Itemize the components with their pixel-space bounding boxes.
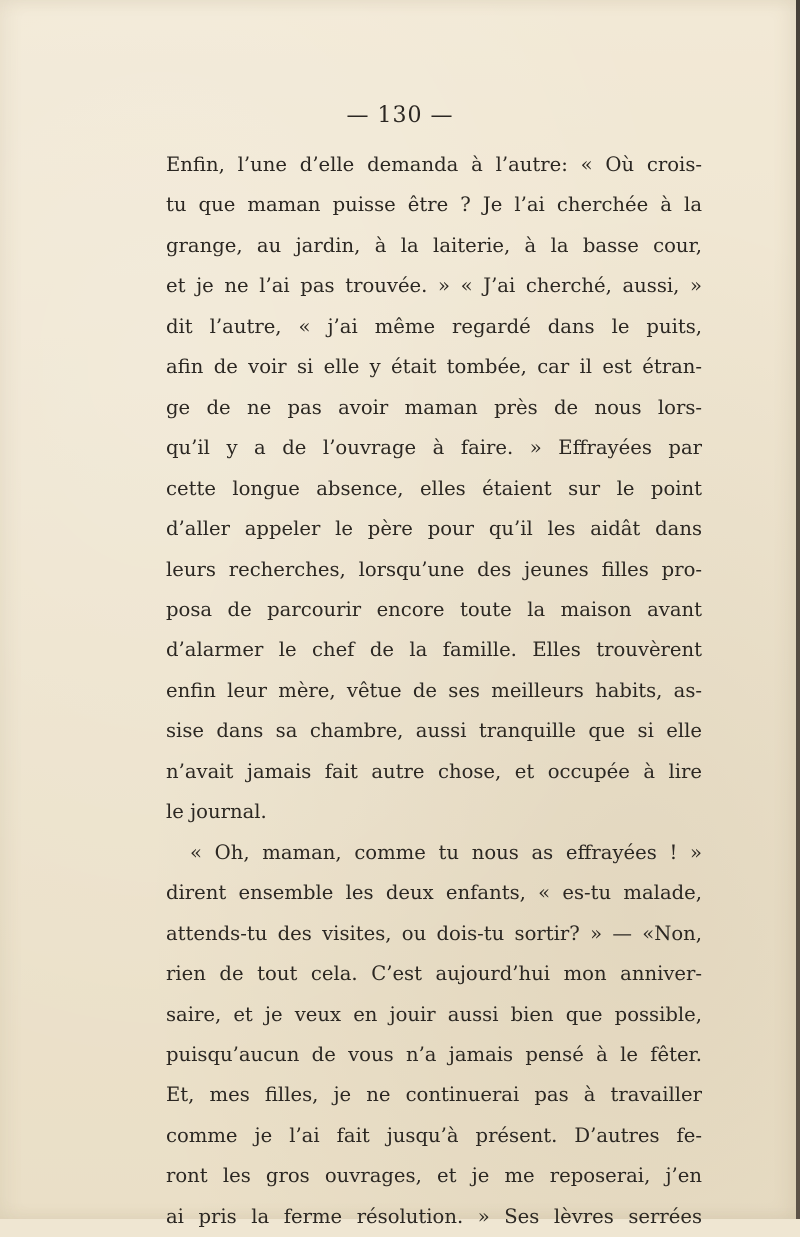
text-line: puisqu’aucun de vous n’a jamais pensé à le fêter. <box>166 1042 702 1066</box>
text-line: comme je l’ai fait jusqu’à présent. D’autres fe- <box>166 1123 702 1147</box>
text-line: dirent ensemble les deux enfants, « es-tu malade, <box>166 881 702 905</box>
text-line: grange, au jardin, à la laiterie, à la basse cour, <box>166 233 702 257</box>
text-line: rien de tout cela. C’est aujourd’hui mon anniver- <box>166 962 702 986</box>
text-line: « Oh, maman, comme tu nous as effrayées ! » <box>190 840 702 864</box>
text-line: saire, et je veux en jouir aussi bien que possible, <box>166 1002 702 1026</box>
text-line: ge de ne pas avoir maman près de nous lors- <box>166 395 702 419</box>
text-line: et je ne l’ai pas trouvée. » « J’ai cherché, aussi, » <box>166 274 702 298</box>
text-line: Et, mes filles, je ne continuerai pas à travailler <box>166 1083 702 1107</box>
text-line: enfin leur mère, vêtue de ses meilleurs habits, as- <box>166 678 702 702</box>
page-edge-shadow <box>796 0 800 1219</box>
text-line: cette longue absence, elles étaient sur le point <box>166 476 702 500</box>
text-line: le journal. <box>166 800 267 824</box>
text-line: qu’il y a de l’ouvrage à faire. » Effrayées par <box>166 436 702 460</box>
text-line: Enfin, l’une d’elle demanda à l’autre: « Où crois- <box>166 153 702 176</box>
text-line: posa de parcourir encore toute la maison avant <box>166 597 702 621</box>
text-line: attends-tu des visites, ou dois-tu sortir? » — «Non, <box>166 921 702 945</box>
text-line: d’aller appeler le père pour qu’il les aidât dans <box>166 517 702 541</box>
text-line: n’avait jamais fait autre chose, et occupée à lire <box>166 759 702 783</box>
text-line: d’alarmer le chef de la famille. Elles trouvèrent <box>166 638 702 662</box>
text-line: afin de voir si elle y était tombée, car il est étran- <box>166 355 702 379</box>
text-line: leurs recherches, lorsqu’une des jeunes filles pro- <box>166 557 702 581</box>
page-number: — 130 — <box>346 103 454 128</box>
text-line: dit l’autre, « j’ai même regardé dans le puits, <box>166 314 702 338</box>
text-line: ai pris la ferme résolution. » Ses lèvres serrées <box>166 1204 702 1228</box>
text-line: tu que maman puisse être ? Je l’ai cherchée à la <box>166 193 702 217</box>
body-text <box>166 145 702 1237</box>
text-line: sise dans sa chambre, aussi tranquille que si elle <box>166 719 702 743</box>
text-line: ront les gros ouvrages, et je me reposerai, j’en <box>166 1164 702 1188</box>
